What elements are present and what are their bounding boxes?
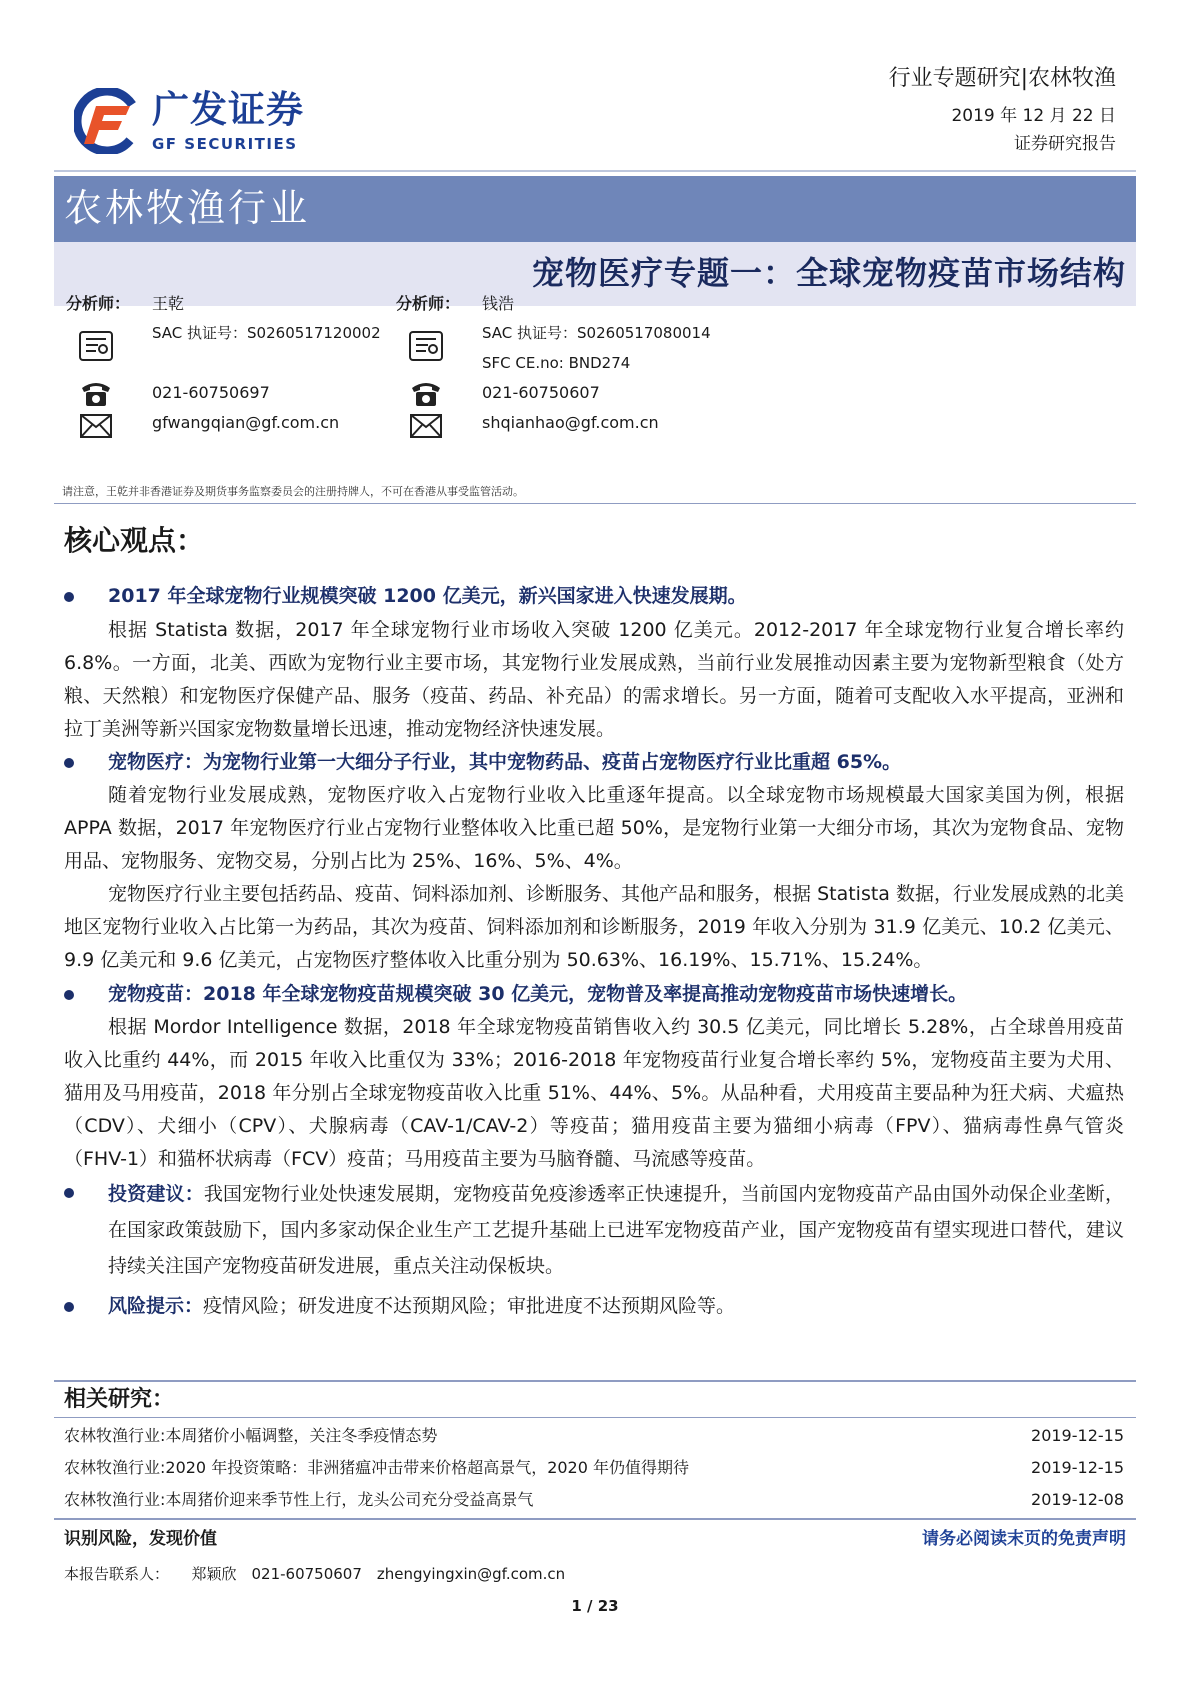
analyst-1-phone: 021-60750697: [152, 383, 270, 402]
bullet-heading: 宠物医疗：为宠物行业第一大细分子行业，其中宠物药品、疫苗占宠物医疗行业比重超 65%。: [108, 751, 902, 773]
related-item-title[interactable]: 农林牧渔行业:本周猪价迎来季节性上行，龙头公司充分受益高景气: [64, 1490, 534, 1509]
phone-icon: [408, 378, 444, 410]
analyst-2-phone: 021-60750607: [482, 383, 600, 402]
report-title: 宠物医疗专题一：全球宠物疫苗市场结构: [531, 254, 1126, 292]
report-category: 行业专题研究|农林牧渔: [888, 66, 1116, 91]
bullet-dot: [64, 592, 74, 602]
phone-icon: [78, 378, 114, 410]
bullet-heading: 2017 年全球宠物行业规模突破 1200 亿美元，新兴国家进入快速发展期。: [108, 585, 747, 607]
investment-text: 我国宠物行业处快速发展期，宠物疫苗免疫渗透率正快速提升，当前国内宠物疫苗产品由国外动保企业垄断，在国家政策鼓励下，国内多家动保企业生产工艺提升基础上已进军宠物疫苗产业，国产宠物疫苗有望实现进口替代，建议持续关注国产宠物疫苗研发进展，重点关注动保板块。: [108, 1183, 1124, 1277]
investment-label: 投资建议：: [108, 1183, 204, 1205]
analyst-1-email[interactable]: gfwangqian@gf.com.cn: [152, 413, 340, 432]
certificate-icon: [78, 330, 114, 362]
report-type: 证券研究报告: [1014, 134, 1116, 154]
related-title: 相关研究：: [64, 1387, 175, 1412]
investment-advice: [108, 1176, 1124, 1284]
related-item-title[interactable]: 农林牧渔行业:本周猪价小幅调整，关注冬季疫情态势: [64, 1426, 438, 1445]
bullet-investment: [64, 1176, 1124, 1286]
related-divider-top: [54, 1380, 1136, 1382]
core-views-title: 核心观点：: [64, 524, 205, 557]
logo-english: GF SECURITIES: [152, 135, 298, 153]
bullet-industry-scale: [64, 580, 1124, 613]
footer-slogan: 识别风险，发现价值: [64, 1529, 217, 1549]
header-divider: [54, 170, 1136, 172]
analyst-2-name: 钱浩: [482, 294, 515, 313]
analyst-1-label: 分析师：: [66, 294, 131, 313]
related-item[interactable]: [64, 1458, 1124, 1478]
analyst-2-sac: SAC 执证号：S0260517080014: [482, 324, 711, 342]
bullet-dot: [64, 990, 74, 1000]
related-item-date: 2019-12-08: [1031, 1490, 1124, 1509]
bullet-dot: [64, 1188, 74, 1198]
industry-title: 农林牧渔行业: [64, 186, 311, 230]
related-item[interactable]: [64, 1490, 1124, 1510]
analyst-1-sac: SAC 执证号：S0260517120002: [152, 324, 381, 342]
paragraph-vaccine: 根据 Mordor Intelligence 数据，2018 年全球宠物疫苗销售收入约 30.5 亿美元，同比增长 5.28%，占全球兽用疫苗收入比重约 44%，而 2015 年收入比重仅为 33%；2016-2018 年宠物疫苗行业复合增长率约 5%，宠物疫苗主要为犬用、猫用及马用疫苗，2018 年分别占全球宠物疫苗收入比重 51%、44%、5%。从品种看，犬用疫苗主要品种为狂犬病、犬瘟热（CDV）、犬细小（CPV）、犬腺病毒（CAV-1/CAV-2）等疫苗；猫用疫苗主要为猫细小病毒（FPV）、猫病毒性鼻气管炎（FHV-1）和猫杯状病毒（FCV）疫苗；马用疫苗主要为马脑脊髓、马流感等疫苗。: [64, 1016, 1124, 1170]
risk-text: 疫情风险；研发进度不达预期风险；审批进度不达预期风险等。: [203, 1295, 736, 1317]
related-item-date: 2019-12-15: [1031, 1458, 1124, 1477]
bullet-heading: 宠物疫苗：2018 年全球宠物疫苗规模突破 30 亿美元，宠物普及率提高推动宠物疫苗市场快速增长。: [108, 983, 968, 1005]
logo-chinese: 广发证券: [152, 88, 304, 131]
analyst-2-label: 分析师：: [396, 294, 461, 313]
footer-disclaimer[interactable]: 请务必阅读末页的免责声明: [922, 1529, 1126, 1549]
bullet-dot: [64, 1302, 74, 1312]
paragraph-medical-share: 随着宠物行业发展成熟，宠物医疗收入占宠物行业收入比重逐年提高。以全球宠物市场规模最大国家美国为例，根据 APPA 数据，2017 年宠物医疗行业占宠物行业整体收入比重已超 50%，是宠物行业第一大细分市场，其次为宠物食品、宠物用品、宠物服务、宠物交易，分别占比为 25%、16%、5%、4%。: [64, 784, 1124, 872]
bullet-dot: [64, 758, 74, 768]
footer-divider: [54, 1518, 1136, 1520]
email-icon: [408, 410, 444, 442]
analyst-1-name: 王乾: [152, 294, 185, 313]
analyst-2-sfc: SFC CE.no: BND274: [482, 354, 631, 372]
analyst-divider: [54, 503, 1136, 504]
email-icon: [78, 410, 114, 442]
analyst-2-email[interactable]: shqianhao@gf.com.cn: [482, 413, 659, 432]
bullet-pet-medical: [64, 746, 1124, 779]
related-item-date: 2019-12-15: [1031, 1426, 1124, 1445]
bullet-risk: [64, 1290, 1124, 1323]
related-item-title[interactable]: 农林牧渔行业:2020 年投资策略：非洲猪瘟冲击带来价格超高景气，2020 年仍值得期待: [64, 1458, 690, 1477]
report-date: 2019 年 12 月 22 日: [951, 106, 1116, 126]
risk-label: 风险提示：: [108, 1295, 204, 1317]
paragraph-industry: 根据 Statista 数据，2017 年全球宠物行业市场收入突破 1200 亿美元。2012-2017 年全球宠物行业复合增长率约 6.8%。一方面，北美、西欧为宠物行业主要市场，其宠物行业发展成熟，当前行业发展推动因素主要为宠物新型粮食（处方粮、天然粮）和宠物医疗保健产品、服务（疫苗、药品、补充品）的需求增长。另一方面，随着可支配收入水平提高，亚洲和拉丁美洲等新兴国家宠物数量增长迅速，推动宠物经济快速发展。: [64, 619, 1124, 740]
report-contact: 本报告联系人： 郑颖欣 021-60750607 zhengyingxin@gf.com.cn: [64, 1565, 566, 1583]
related-divider: [54, 1417, 1136, 1418]
certificate-icon: [408, 330, 444, 362]
regulatory-notice: 请注意，王乾并非香港证券及期货事务监察委员会的注册持牌人，不可在香港从事受监管活动。: [62, 485, 524, 498]
bullet-pet-vaccine: [64, 978, 1124, 1011]
gf-logo-mark: [74, 88, 140, 154]
risk-warning: [108, 1290, 1124, 1323]
paragraph-medical-segments: 宠物医疗行业主要包括药品、疫苗、饲料添加剂、诊断服务、其他产品和服务，根据 Statista 数据，行业发展成熟的北美地区宠物行业收入占比第一为药品，其次为疫苗、饲料添加剂和诊断服务，2019 年收入分别为 31.9 亿美元、10.2 亿美元、9.9 亿美元和 9.6 亿美元，占宠物医疗整体收入比重分别为 50.63%、16.19%、15.71%、15.24%。: [64, 883, 1124, 971]
page-number: 1 / 23: [571, 1597, 619, 1615]
related-item[interactable]: [64, 1426, 1124, 1446]
